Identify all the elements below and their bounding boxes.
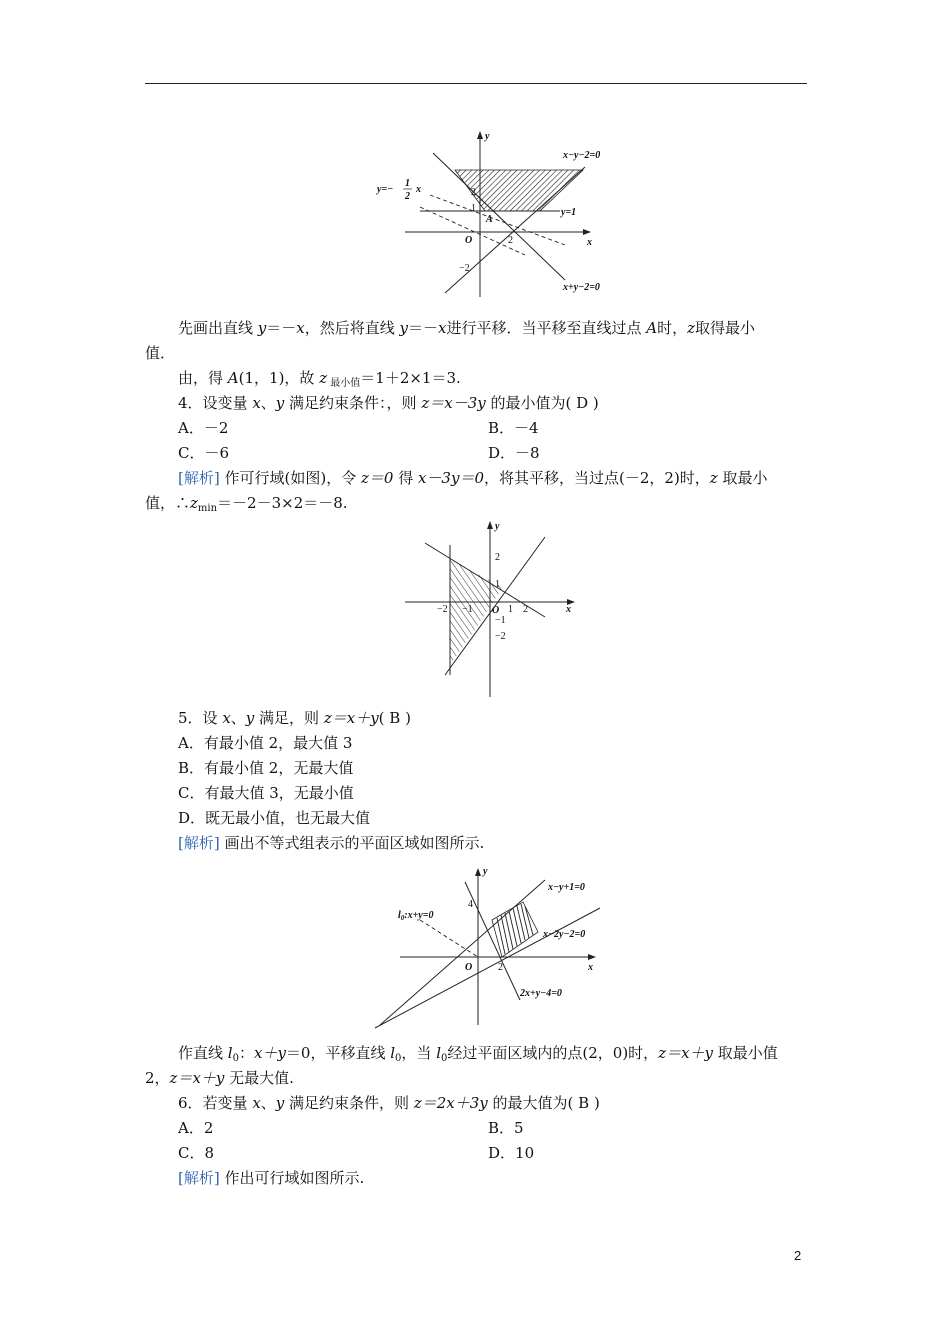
origin-label: O	[492, 605, 500, 616]
q4-analysis-line1: [解析] 作可行域(如图)，令 z＝0 得 x－3y＝0，将其平移，当过点(－2，2)时，z 取最小	[178, 469, 768, 487]
q6-analysis: [解析] 作出可行域如图所示.	[178, 1169, 365, 1187]
point-a-label: A	[486, 214, 493, 225]
q6-option-b: B．5	[488, 1119, 524, 1137]
para3-line1: 作直线 $l_0$：x＋y＝0，平移直线 $l_0$，当 $l_0$经过平面区域内的点(2，0)时，z＝x＋y 取最小值	[178, 1044, 778, 1064]
x-axis-label: x	[566, 604, 571, 615]
origin-label: O	[465, 962, 473, 973]
analysis-tag: [解析]	[178, 1169, 220, 1187]
line-c-label: 2x+y−4=0	[520, 988, 562, 999]
l0-label: $l_0:x+y=0$	[398, 910, 434, 922]
tick-2-y: 2	[495, 552, 500, 563]
figure-1	[375, 125, 615, 300]
tick-1-y: 1	[495, 579, 500, 590]
analysis-tag: [解析]	[178, 469, 220, 487]
q5-analysis: [解析] 画出不等式组表示的平面区域如图所示.	[178, 834, 485, 852]
line-x-minus-2y-minus-2	[375, 908, 600, 1028]
tick-2-x: 2	[508, 235, 513, 246]
q5-option-d: D．既无最小值，也无最大值	[178, 809, 371, 827]
q6-option-a: A．2	[178, 1119, 214, 1137]
page-number: 2	[794, 1248, 802, 1263]
tick-neg1-y: −1	[495, 615, 506, 626]
dashed-line-half-2	[420, 207, 525, 255]
x-axis-arrow	[583, 229, 591, 235]
tick-neg2-x: −2	[437, 604, 448, 615]
q6-stem: 6．若变量 x、y 满足约束条件，则 z＝2x＋3y 的最大值为( B )	[178, 1094, 600, 1112]
tick-neg2-y: −2	[459, 263, 470, 274]
origin-label: O	[465, 235, 473, 246]
tick-2-x: 2	[498, 962, 503, 973]
y-axis-arrow	[477, 131, 483, 139]
tick-1-x: 1	[508, 604, 513, 615]
q5-stem: 5．设 x、y 满足，则 z＝x＋y( B )	[178, 709, 411, 727]
para1-line1: 先画出直线 y＝－x，然后将直线 y＝－x进行平移．当平移至直线过点 A时，z取得最小	[178, 319, 756, 337]
para1-line2: 值．	[145, 344, 176, 362]
line-half-prefix: y=−	[377, 184, 394, 195]
line-top-label: x−y−2=0	[563, 150, 601, 161]
x-axis-label: x	[587, 237, 592, 248]
tick-2-y: 2	[471, 187, 476, 198]
analysis-tag: [解析]	[178, 834, 220, 852]
x-axis-arrow	[588, 954, 596, 960]
para2: 由，得 A(1，1)，故 z $_{最小值}$＝1＋2×1＝3.	[178, 369, 461, 389]
q4-option-a: A．－2	[178, 419, 229, 437]
q4-stem: 4．设变量 x、y 满足约束条件：，则 z＝x－3y 的最小值为( D )	[178, 394, 599, 412]
line-b-label: x−2y−2=0	[543, 929, 586, 940]
tick-1-y: 1	[471, 203, 476, 214]
x-axis-label: x	[588, 962, 593, 973]
q6-option-c: C．8	[178, 1144, 215, 1162]
q4-option-b: B．－4	[488, 419, 539, 437]
q4-option-d: D．－8	[488, 444, 540, 462]
q6-option-d: D．10	[488, 1144, 535, 1162]
para3-line2: 2，z＝x＋y 无最大值.	[145, 1069, 294, 1087]
line-l0-dashed	[420, 920, 478, 957]
line-x-minus-y-plus-1	[380, 880, 545, 1025]
y-axis-arrow	[475, 868, 481, 876]
y-axis-label: y	[483, 866, 488, 877]
line-y1-label: y=1	[561, 207, 577, 218]
q4-option-c: C．－6	[178, 444, 230, 462]
tick-neg2-y: −2	[495, 631, 506, 642]
half-denominator: 2	[405, 191, 410, 202]
q5-option-b: B．有最小值 2，无最大值	[178, 759, 354, 777]
half-numerator: 1	[405, 178, 410, 189]
figure-2	[400, 515, 585, 700]
figure-3	[370, 860, 620, 1030]
q4-analysis-line2: 值，$\therefore z_{min}=-2-3\times 2=-8$.	[145, 494, 348, 514]
y-axis-label: y	[495, 521, 500, 532]
half-variable: x	[416, 184, 421, 195]
tick-neg1-x: −1	[462, 604, 473, 615]
y-axis-label: y	[485, 131, 490, 142]
tick-2-x: 2	[523, 604, 528, 615]
q5-option-a: A．有最小值 2，最大值 3	[178, 734, 353, 752]
q5-option-c: C．有最大值 3，无最小值	[178, 784, 354, 802]
tick-4-y: 4	[468, 899, 473, 910]
line-a-label: x−y+1=0	[548, 882, 585, 893]
header-rule	[145, 83, 807, 84]
line-bottom-label: x+y−2=0	[563, 282, 600, 293]
y-axis-arrow	[487, 521, 493, 529]
line-2x-plus-y-minus-4	[465, 882, 520, 1000]
